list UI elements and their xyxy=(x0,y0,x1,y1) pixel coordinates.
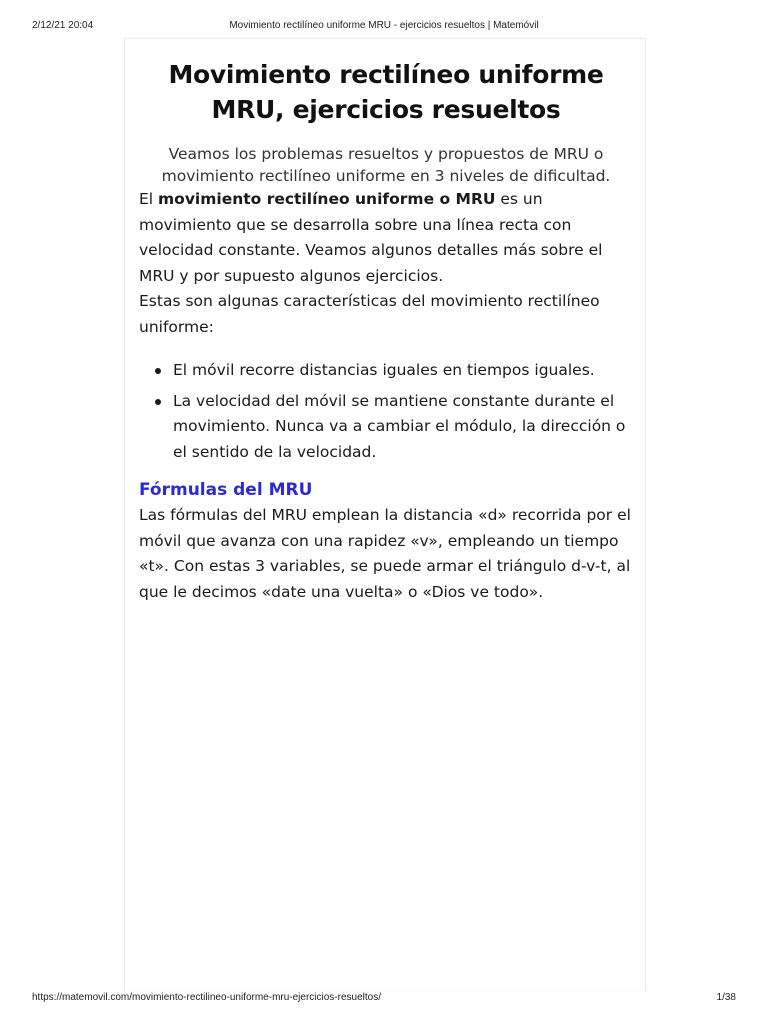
list-item-text: La velocidad del móvil se mantiene constante durante el movimiento. Nunca va a cambiar el módulo, la dirección o el sentido de la velocidad. xyxy=(173,391,626,461)
intro-strong-term: movimiento rectilíneo uniforme o MRU xyxy=(158,190,496,208)
article-content xyxy=(139,57,633,605)
print-page-number: 1/38 xyxy=(716,992,736,1003)
intro-prefix: El xyxy=(139,190,159,208)
list-item-text: El móvil recorre distancias iguales en tiempos iguales. xyxy=(173,361,595,379)
features-intro-paragraph: Estas son algunas características del movimiento rectilíneo uniforme: xyxy=(139,292,600,336)
print-header xyxy=(0,0,768,34)
features-list xyxy=(139,358,633,465)
list-item xyxy=(173,358,633,384)
section-heading-formulas: Fórmulas del MRU xyxy=(139,480,313,500)
article-subtitle: Veamos los problemas resueltos y propuestos de MRU o movimiento rectilíneo uniforme en 3 niveles de dificultad. xyxy=(161,145,611,185)
article-card xyxy=(124,38,646,991)
print-page-title: Movimiento rectilíneo uniforme MRU - ejercicios resueltos | Matemóvil xyxy=(229,20,539,31)
list-item xyxy=(173,389,633,466)
intro-paragraph xyxy=(139,187,633,289)
print-date: 2/12/21 20:04 xyxy=(32,20,94,31)
formulas-paragraph: Las fórmulas del MRU emplean la distancia «d» recorrida por el móvil que avanza con una rapidez «v», empleando un tiempo «t». Con estas 3 variables, se puede armar el triángulo d-v-t, al que le decimos «date una vuelta» o «Dios ve todo». xyxy=(139,506,631,601)
bullet-dot-icon xyxy=(155,399,161,405)
article-title: Movimiento rectilíneo uniforme MRU, ejercicios resueltos xyxy=(168,60,604,124)
print-footer xyxy=(0,990,768,1024)
intro-suffix: es un movimiento que se desarrolla sobre una línea recta con velocidad constante. Veamos algunos detalles más sobre el MRU y por supuesto algunos ejercicios. xyxy=(139,190,603,285)
print-url: https://matemovil.com/movimiento-rectilineo-uniforme-mru-ejercicios-resueltos/ xyxy=(32,992,381,1003)
bullet-dot-icon xyxy=(155,368,161,374)
